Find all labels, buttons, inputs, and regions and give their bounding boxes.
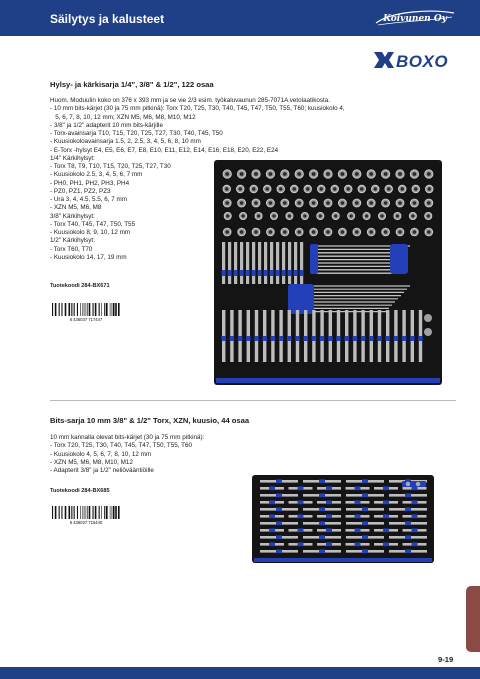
socket-hole	[360, 187, 363, 190]
bit-holder	[269, 542, 275, 546]
socket-hole	[319, 214, 322, 217]
section1-line: - 3/8" ja 1/2" adapterit 10 mm bits-kärjille	[50, 121, 163, 129]
bit-holder	[298, 486, 304, 490]
socket-hole	[269, 201, 273, 205]
socket-hole	[355, 201, 359, 205]
socket-hole	[293, 187, 296, 190]
section2-barcode	[50, 505, 122, 525]
bit-holder	[362, 521, 368, 525]
section1-line: - Torx T8, T9, T10, T15, T20, T25, T27, T30	[50, 163, 171, 170]
barcode-bar	[93, 506, 94, 519]
section1-line: - Kuusiokoloavainsarja 1.5, 2, 2.5, 3, 4, 5, 6, 8, 10 mm	[50, 138, 201, 146]
bit-holder	[319, 521, 325, 525]
key-holder	[390, 244, 408, 274]
barcode-bar	[104, 303, 105, 316]
section1-line: - E-Torx -hylsyt E4, E5, E6, E7, E8, E10, E11, E12, E14, E16, E18, E20, E22, E24	[50, 146, 279, 154]
bit-holder	[234, 270, 238, 276]
section1-line: Huom. Moduulin koko on 376 x 393 mm ja se vie 2/3 esim. työkaluvaunun 285-7071A vetolaatikosta.	[50, 97, 331, 104]
bit-holder	[269, 514, 275, 518]
socket-hole	[411, 214, 414, 217]
bit	[270, 242, 273, 284]
barcode-bar	[84, 506, 85, 519]
bit-holder	[362, 479, 368, 483]
bit	[222, 242, 225, 284]
barcode-bar	[101, 303, 102, 316]
bit-holder	[270, 270, 274, 276]
barcode-bar	[86, 303, 87, 316]
barcode-bar	[83, 506, 84, 519]
boxo-logo-text: BOXO	[396, 52, 449, 71]
barcode-bar	[55, 506, 57, 519]
socket-hole	[384, 201, 388, 205]
bit	[228, 242, 231, 284]
socket-hole	[269, 172, 273, 176]
bit	[246, 242, 249, 284]
section1-line: - XZN M5, M6, M8	[50, 204, 102, 212]
barcode-bar	[113, 506, 115, 519]
socket-hole	[396, 214, 399, 217]
socket-hole	[297, 230, 301, 234]
bit-holder	[264, 270, 268, 276]
socket-hole	[269, 230, 273, 234]
bit-holder	[298, 542, 304, 546]
section1-product-code: Tuotekoodi 284-BX671	[50, 283, 110, 289]
socket-hole	[303, 214, 306, 217]
bit-holder	[276, 507, 282, 511]
barcode-bar	[93, 303, 94, 316]
bit	[294, 242, 297, 284]
adapter	[406, 482, 410, 486]
socket-hole	[326, 172, 330, 176]
bit-holder	[355, 514, 361, 518]
bit	[288, 242, 291, 284]
bit-holder	[402, 336, 406, 341]
section1-line: - Ura 3, 4, 4.5, 5.5, 6, 7 mm	[50, 196, 127, 203]
socket-hole	[413, 201, 417, 205]
tray-edge	[254, 558, 432, 562]
socket-hole	[334, 214, 337, 217]
barcode-bar	[112, 506, 113, 519]
socket-hole	[413, 230, 417, 234]
bit-holder	[405, 521, 411, 525]
bit-holder	[282, 270, 286, 276]
bit-holder	[326, 514, 332, 518]
barcode-bar	[104, 506, 105, 519]
adapter	[424, 314, 432, 322]
bit-holder	[412, 542, 418, 546]
bit-holder	[298, 500, 304, 504]
socket-hole	[242, 214, 245, 217]
socket-hole	[347, 187, 350, 190]
bit	[282, 242, 285, 284]
socket-hole	[413, 172, 417, 176]
bit-holder	[279, 336, 283, 341]
section1-line: 5, 6, 7, 8, 10, 12 mm; XZN M5, M6, M8, M10, M12	[50, 113, 196, 121]
bit-holder	[345, 336, 349, 341]
section2-line: - Adapterit 3/8" ja 1/2" neliövääntiöille	[50, 467, 154, 474]
section2-description	[50, 434, 204, 475]
bit-holder	[362, 507, 368, 511]
socket-hole	[401, 187, 404, 190]
socket-hole	[355, 230, 359, 234]
section1-line: - Kuusiokolo 14, 17, 19 mm	[50, 253, 127, 261]
barcode-bar	[71, 303, 72, 316]
socket-hole	[326, 230, 330, 234]
bit-holder	[276, 479, 282, 483]
section2-line: - Torx T20, T25, T30, T40, T45, T47, T50, T55, T60	[50, 442, 192, 450]
barcode-bar	[61, 303, 62, 316]
socket-hole	[427, 172, 431, 176]
barcode-bar	[112, 303, 113, 316]
page-number: 9-19	[438, 655, 454, 664]
bit	[252, 242, 255, 284]
bit-holder	[383, 542, 389, 546]
socket-hole	[225, 187, 228, 190]
bit-holder	[319, 549, 325, 553]
socket-hole	[365, 214, 368, 217]
bit-holder	[269, 486, 275, 490]
bit-holder	[294, 270, 298, 276]
barcode-bar	[52, 506, 53, 519]
bit	[264, 242, 267, 284]
bit-holder	[355, 528, 361, 532]
bit-holder	[412, 528, 418, 532]
bit-holder	[362, 549, 368, 553]
barcode-bar	[65, 506, 67, 519]
barcode-bar	[99, 303, 100, 316]
socket-hole	[369, 230, 373, 234]
adapter	[424, 328, 432, 336]
bit-holder	[276, 270, 280, 276]
socket-hole	[326, 201, 330, 205]
bit-holder	[336, 336, 340, 341]
socket-hole	[312, 172, 316, 176]
bit-holder	[240, 270, 244, 276]
barcode-bar	[101, 506, 102, 519]
socket-hole	[398, 172, 402, 176]
bit	[234, 242, 237, 284]
barcode-bar	[110, 303, 111, 316]
bit-holder	[295, 336, 299, 341]
section1-line: - 10 mm bits-kärjet (30 ja 75 mm pitkinä): Torx T20, T25, T30, T40, T45, T47, T50, T55, T60; kuusiokolo 4,	[50, 105, 345, 113]
brand-logo	[372, 7, 458, 29]
bit-holder	[319, 507, 325, 511]
socket-hole	[398, 201, 402, 205]
section2-line: - Kuusiokolo 4, 5, 6, 7, 8, 10, 12 mm	[50, 450, 152, 458]
socket-hole	[355, 172, 359, 176]
socket-hole	[427, 214, 430, 217]
barcode-bar	[115, 303, 117, 316]
socket-hole	[240, 201, 244, 205]
adapter	[416, 482, 420, 486]
brand-logo-text: Koivunen Oy	[383, 14, 447, 24]
barcode-bar	[95, 506, 97, 519]
barcode-bar	[59, 303, 60, 316]
chapter-title: Säilytys ja kalusteet	[50, 12, 165, 26]
barcode-bar	[89, 303, 91, 316]
tool-tray-122-piece	[214, 160, 442, 385]
bit-holder	[258, 270, 262, 276]
bit-holder	[355, 500, 361, 504]
bit-holder	[269, 500, 275, 504]
barcode-number: 6 436037 716440	[69, 520, 103, 525]
bit-holder	[405, 507, 411, 511]
socket-hole	[384, 172, 388, 176]
section1-line: - Kuusiokolo 8, 9, 10, 12 mm	[50, 229, 131, 236]
section1-line: 1/2" Kärkihylsyt:	[50, 237, 95, 245]
bit-holder	[276, 493, 282, 497]
bit	[276, 242, 279, 284]
barcode-bar	[52, 303, 53, 316]
socket-hole	[225, 230, 229, 234]
bit-holder	[362, 493, 368, 497]
bit-holder	[410, 336, 414, 341]
page-footer-bar	[0, 667, 480, 679]
barcode-bar	[118, 506, 120, 519]
key-holder	[310, 244, 318, 274]
bit-holder	[304, 336, 308, 341]
bit-holder	[300, 270, 304, 276]
bit-holder	[394, 336, 398, 341]
bits-tray-44-piece	[252, 475, 434, 563]
socket-hole	[254, 201, 258, 205]
bit	[258, 242, 261, 284]
socket-hole	[333, 187, 336, 190]
socket-hole	[266, 187, 269, 190]
bit-holder	[228, 270, 232, 276]
section2-title: Bits-sarja 10 mm 3/8" & 1/2" Torx, XZN, kuusio, 44 osaa	[50, 416, 250, 425]
bit-holder	[288, 270, 292, 276]
barcode-bar	[65, 303, 67, 316]
socket-hole	[414, 187, 417, 190]
bit-holder	[319, 479, 325, 483]
bit-holder	[298, 528, 304, 532]
socket-hole	[254, 230, 258, 234]
barcode-bar	[106, 303, 108, 316]
barcode-bar	[118, 303, 120, 316]
barcode-bar	[71, 506, 72, 519]
bit-holder	[319, 535, 325, 539]
socket-hole	[254, 172, 258, 176]
section1-line: 1/4" Kärkihylsyt:	[50, 154, 95, 162]
tray-edge	[216, 378, 440, 383]
bit-holder	[412, 514, 418, 518]
socket-hole	[369, 172, 373, 176]
section1-line: - Torx-avainsarja T10, T15, T20, T25, T27, T30, T40, T45, T50	[50, 130, 223, 137]
barcode-bar	[77, 303, 78, 316]
bit-holder	[369, 336, 373, 341]
adapter-holder	[402, 481, 426, 487]
bit-holder	[386, 336, 390, 341]
socket-hole	[428, 187, 431, 190]
barcode-bar	[61, 506, 62, 519]
bit-holder	[383, 528, 389, 532]
socket-hole	[297, 201, 301, 205]
barcode-bar	[84, 303, 85, 316]
barcode-bar	[80, 506, 81, 519]
bit-holder	[246, 336, 250, 341]
bit-holder	[312, 336, 316, 341]
section2-line: 10 mm kannalla olevat bits-kärjet (30 ja 75 mm pitkinä):	[50, 434, 205, 441]
socket-hole	[312, 201, 316, 205]
bit-holder	[276, 535, 282, 539]
section1-line: - PH0, PH1, PH2, PH3, PH4	[50, 179, 130, 187]
section1-title: Hylsy- ja kärkisarja 1/4", 3/8" & 1/2", 122 osaa	[50, 80, 214, 89]
bit-holder	[383, 486, 389, 490]
bit-holder	[412, 500, 418, 504]
barcode-bar	[115, 506, 117, 519]
barcode-bar	[99, 506, 100, 519]
section2-product-code: Tuotekoodi 284-BX685	[50, 488, 110, 494]
socket-hole	[226, 214, 229, 217]
bit-holder	[326, 528, 332, 532]
bit-holder	[222, 270, 226, 276]
section1-line: 3/8" Kärkihylsyt:	[50, 212, 95, 220]
barcode-bar	[86, 506, 87, 519]
barcode-bar	[59, 506, 60, 519]
barcode-bar	[87, 303, 88, 316]
bit-holder	[254, 336, 258, 341]
socket-hole	[341, 201, 345, 205]
socket-hole	[374, 187, 377, 190]
bit-holder	[328, 336, 332, 341]
bit-holder	[355, 486, 361, 490]
section1-line: - Kuusiokolo 2.5, 3, 4, 5, 6, 7 mm	[50, 171, 143, 179]
bit-holder	[405, 535, 411, 539]
socket-hole	[252, 187, 255, 190]
barcode-bar	[77, 506, 78, 519]
bit-holder	[230, 336, 234, 341]
socket-hole	[283, 201, 287, 205]
bit-holder	[320, 336, 324, 341]
bit-holder	[361, 336, 365, 341]
barcode-bar	[89, 506, 91, 519]
socket-hole	[283, 172, 287, 176]
bit-holder	[355, 542, 361, 546]
barcode-bar	[74, 506, 75, 519]
socket-hole	[240, 172, 244, 176]
bit-holder	[287, 336, 291, 341]
barcode-bar	[83, 303, 84, 316]
socket-hole	[369, 201, 373, 205]
barcode-bar	[95, 303, 97, 316]
page-header	[0, 0, 480, 36]
bit-holder	[383, 500, 389, 504]
barcode-bar	[55, 303, 57, 316]
bit-holder	[238, 336, 242, 341]
socket-hole	[320, 187, 323, 190]
socket-hole	[288, 214, 291, 217]
socket-hole	[350, 214, 353, 217]
barcode-bar	[110, 506, 111, 519]
barcode-bar	[113, 303, 115, 316]
bit-holder	[405, 493, 411, 497]
barcode-bar	[87, 506, 88, 519]
socket-hole	[341, 172, 345, 176]
bit	[300, 242, 303, 284]
bit-holder	[319, 493, 325, 497]
socket-hole	[279, 187, 282, 190]
bit-holder	[405, 549, 411, 553]
bit-holder	[276, 521, 282, 525]
socket-hole	[427, 201, 431, 205]
bit-holder	[298, 514, 304, 518]
section1-line: - PZ0, PZ1, PZ2, PZ3	[50, 187, 111, 195]
bit-holder	[418, 336, 422, 341]
socket-hole	[380, 214, 383, 217]
socket-hole	[240, 230, 244, 234]
barcode-bar	[106, 506, 108, 519]
key-holder	[288, 284, 314, 314]
socket-hole	[257, 214, 260, 217]
bit	[240, 242, 243, 284]
section1-line: - Torx T40, T45, T47, T50, T55	[50, 220, 136, 228]
socket-hole	[427, 230, 431, 234]
socket-hole	[398, 230, 402, 234]
barcode-bar	[69, 506, 71, 519]
bit-holder	[383, 514, 389, 518]
socket-hole	[283, 230, 287, 234]
bit-holder	[326, 500, 332, 504]
bit-holder	[271, 336, 275, 341]
bit-holder	[362, 535, 368, 539]
socket-hole	[225, 172, 229, 176]
bit-holder	[353, 336, 357, 341]
barcode-bar	[69, 303, 71, 316]
bit-holder	[326, 486, 332, 490]
section-divider	[50, 400, 456, 401]
socket-hole	[239, 187, 242, 190]
section1-line: - Torx T60, T70	[50, 245, 93, 253]
bit-holder	[252, 270, 256, 276]
bit-holder	[276, 549, 282, 553]
socket-hole	[297, 172, 301, 176]
socket-hole	[306, 187, 309, 190]
bit-holder	[377, 336, 381, 341]
section2-line: - XZN M5, M6, M8, M10, M12	[50, 458, 133, 466]
socket-hole	[312, 230, 316, 234]
socket-hole	[387, 187, 390, 190]
bit-holder	[326, 542, 332, 546]
barcode-bar	[74, 303, 75, 316]
socket-hole	[225, 201, 229, 205]
chapter-side-tab	[466, 586, 480, 652]
barcode-number: 6 436037 717447	[69, 317, 103, 322]
section1-barcode	[50, 302, 122, 322]
socket-hole	[341, 230, 345, 234]
socket-hole	[272, 214, 275, 217]
bit-holder	[222, 336, 226, 341]
socket-hole	[384, 230, 388, 234]
boxo-logo	[372, 48, 458, 72]
bit-holder	[269, 528, 275, 532]
barcode-bar	[80, 303, 81, 316]
bit-holder	[246, 270, 250, 276]
bit-holder	[263, 336, 267, 341]
